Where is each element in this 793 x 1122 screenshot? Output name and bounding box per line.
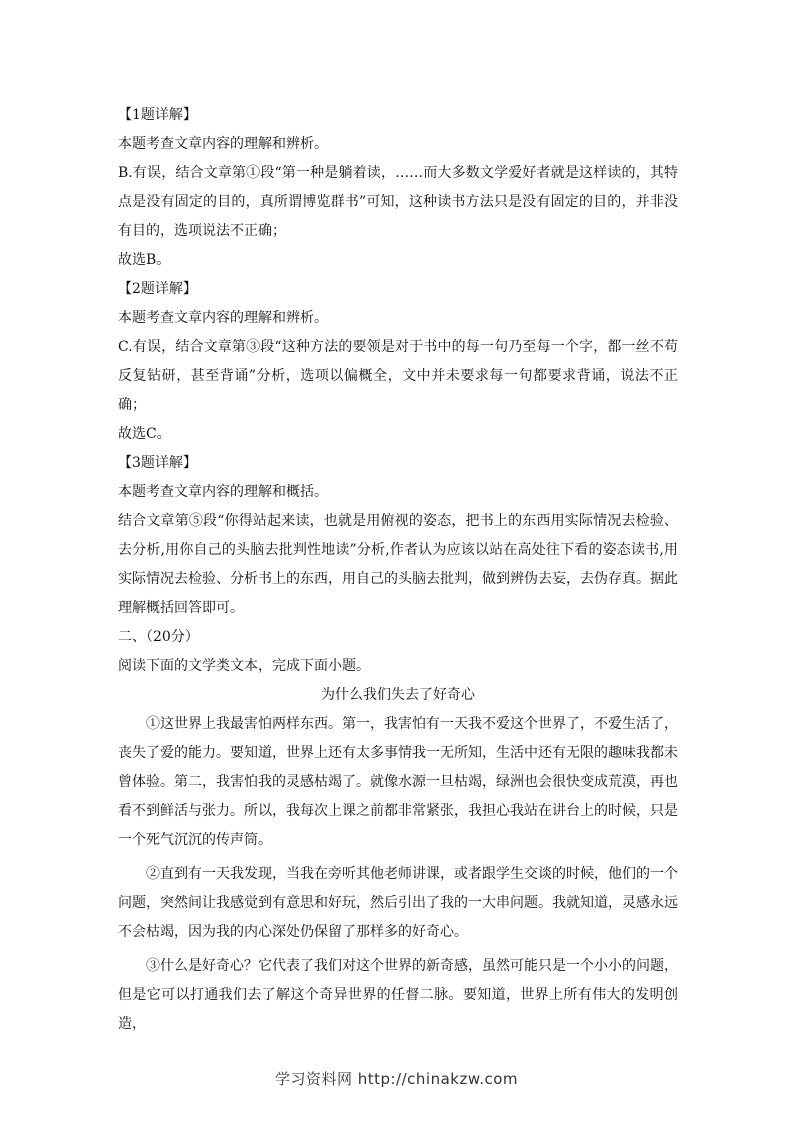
q1-heading: 【1题详解】 — [118, 107, 197, 123]
article-paragraph-3: ③什么是好奇心？它代表了我们对这个世界的新奇感，虽然可能只是一个小小的问题，但是它可以打通我们去了解这个奇异世界的任督二脉。要知道，世界上所有伟大的发明创造， — [118, 958, 678, 1032]
article-paragraph-2: ②直到有一天我发现，当我在旁听其他老师讲课，或者跟学生交谈的时候，他们的一个问题，突然间让我感觉到有意思和好玩，然后引出了我的一大串问题。我就知道，灵感永远不会枯竭，因为我的内心深处仍保留了那样多的好奇心。 — [118, 866, 678, 940]
section2-heading: 二、（20分） — [118, 629, 199, 645]
footer-watermark: 学习资料网 http://chinakzw.com — [274, 1070, 519, 1088]
q1-answer: 故选B。 — [118, 252, 171, 268]
q1-analysis: B.有误，结合文章第①段“第一种是躺着读，……而大多数文学爱好者就是这样读的，其特点是没有固定的目的，真所谓博览群书”可知，这种读书方法只是没有固定的目的，并非没有目的，选项说法不正确； — [118, 165, 678, 239]
q2-heading: 【2题详解】 — [118, 281, 197, 297]
q1-intro: 本题考查文章内容的理解和辨析。 — [118, 136, 328, 152]
q2-answer: 故选C。 — [118, 426, 171, 442]
article-paragraph-1: ①这世界上我最害怕两样东西。第一，我害怕有一天我不爱这个世界了，不爱生活了，丧失了爱的能力。要知道，世界上还有太多事情我一无所知，生活中还有无限的趣味我都未曾体验。第二，我害怕我的灵感枯竭了。就像水源一旦枯竭，绿洲也会很快变成荒漠，再也看不到鲜活与张力。所以，我每次上课之前都非常紧张，我担心我站在讲台上的时候，只是一个死气沉沉的传声筒。 — [118, 716, 678, 848]
q2-analysis: C.有误，结合文章第③段“这种方法的要领是对于书中的每一句乃至每一个字，都一丝不苟反复钻研，甚至背诵”分析，选项以偏概全，文中并未要求每一句都要求背诵，说法不正确； — [118, 339, 678, 413]
q3-heading: 【3题详解】 — [118, 455, 197, 471]
document-body — [118, 101, 678, 1039]
q3-intro: 本题考查文章内容的理解和概括。 — [118, 484, 328, 500]
article-title: 为什么我们失去了好奇心 — [321, 687, 475, 703]
q3-analysis: 结合文章第⑤段“你得站起来读，也就是用俯视的姿态，把书上的东西用实际情况去检验、去分析,用你自己的头脑去批判性地读”分析,作者认为应该以站在高处往下看的姿态读书,用实际情况去检验、分析书上的东西，用自己的头脑去批判，做到辨伪去妄，去伪存真。据此理解概括回答即可。 — [118, 513, 678, 616]
q2-intro: 本题考查文章内容的理解和辨析。 — [118, 310, 328, 326]
section2-instruction: 阅读下面的文学类文本，完成下面小题。 — [118, 658, 370, 674]
